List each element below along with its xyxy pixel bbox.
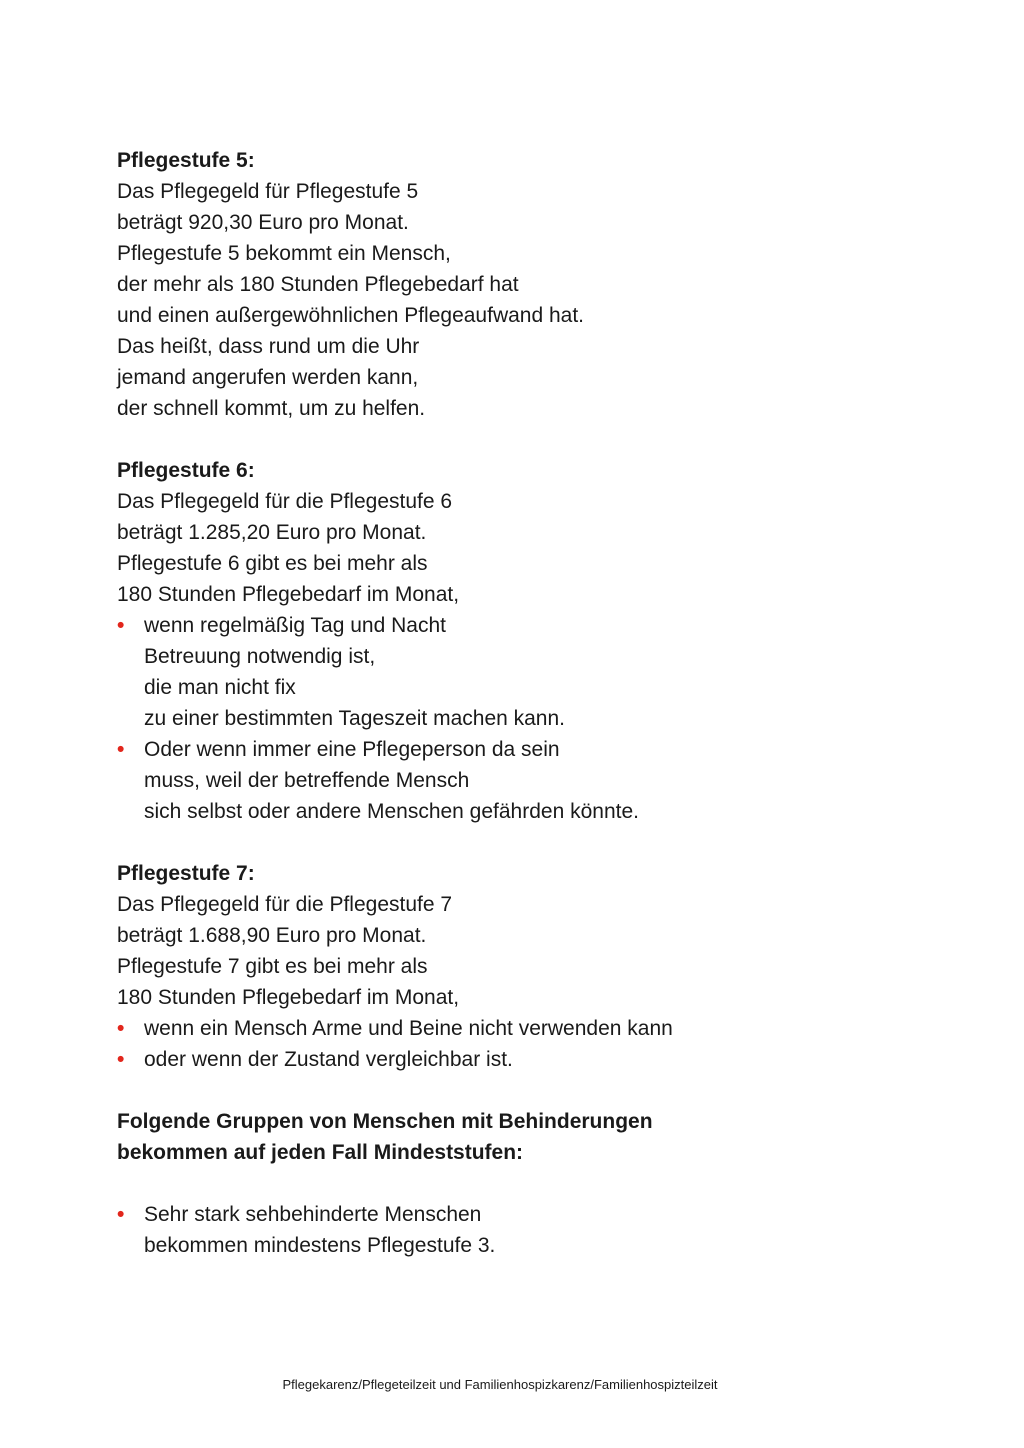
text-line: Betreuung notwendig ist, bbox=[144, 645, 376, 668]
text-line: beträgt 1.688,90 Euro pro Monat. bbox=[117, 924, 427, 947]
text-line: sich selbst oder andere Menschen gefährden könnte. bbox=[144, 800, 639, 823]
text-line: Das Pflegegeld für Pflegestufe 5 bbox=[117, 180, 419, 203]
bullet-item bbox=[117, 610, 917, 734]
text-line: und einen außergewöhnlichen Pflegeaufwand hat. bbox=[117, 304, 585, 327]
text-line: jemand angerufen werden kann, bbox=[117, 366, 419, 389]
text-line: Das Pflegegeld für die Pflegestufe 7 bbox=[117, 893, 453, 916]
text-line: zu einer bestimmten Tageszeit machen kann. bbox=[144, 707, 566, 730]
text-line: beträgt 920,30 Euro pro Monat. bbox=[117, 211, 409, 234]
section-heading: Pflegestufe 5: bbox=[117, 149, 255, 172]
bullet-item bbox=[117, 734, 917, 827]
text-line: beträgt 1.285,20 Euro pro Monat. bbox=[117, 521, 427, 544]
text-line: der schnell kommt, um zu helfen. bbox=[117, 397, 426, 420]
section-heading: Pflegestufe 6: bbox=[117, 459, 255, 482]
groups-heading bbox=[117, 1106, 917, 1168]
text-line: Das heißt, dass rund um die Uhr bbox=[117, 335, 420, 358]
text-line: oder wenn der Zustand vergleichbar ist. bbox=[144, 1048, 513, 1071]
section-pflegestufe-5 bbox=[117, 145, 917, 424]
text-line: der mehr als 180 Stunden Pflegebedarf hat bbox=[117, 273, 519, 296]
text-line: bekommen mindestens Pflegestufe 3. bbox=[144, 1234, 496, 1257]
section-heading: Folgende Gruppen von Menschen mit Behinderungen bbox=[117, 1110, 653, 1133]
text-line: muss, weil der betreffende Mensch bbox=[144, 769, 470, 792]
section-mindeststufen bbox=[117, 1106, 917, 1261]
bullet-icon: • bbox=[117, 614, 125, 637]
bullet-icon: • bbox=[117, 1048, 125, 1071]
text-line: Pflegestufe 5 bekommt ein Mensch, bbox=[117, 242, 451, 265]
text-line: Sehr stark sehbehinderte Menschen bbox=[144, 1203, 482, 1226]
bullet-list bbox=[117, 1013, 917, 1075]
text-line: 180 Stunden Pflegebedarf im Monat, bbox=[117, 986, 460, 1009]
text-line: 180 Stunden Pflegebedarf im Monat, bbox=[117, 583, 460, 606]
text-line: wenn regelmäßig Tag und Nacht bbox=[144, 614, 446, 637]
section-pflegestufe-6 bbox=[117, 455, 917, 827]
text-line: die man nicht fix bbox=[144, 676, 296, 699]
bullet-item bbox=[117, 1199, 917, 1261]
bullet-icon: • bbox=[117, 1203, 125, 1226]
section-pflegestufe-7 bbox=[117, 858, 917, 1075]
text-line: Pflegestufe 6 gibt es bei mehr als bbox=[117, 552, 428, 575]
section-heading: Pflegestufe 7: bbox=[117, 862, 255, 885]
text-line: Pflegestufe 7 gibt es bei mehr als bbox=[117, 955, 428, 978]
bullet-list bbox=[117, 1199, 917, 1261]
section-heading: bekommen auf jeden Fall Mindeststufen: bbox=[117, 1141, 524, 1164]
text-line: wenn ein Mensch Arme und Beine nicht verwenden kann bbox=[144, 1017, 673, 1040]
text-line: Das Pflegegeld für die Pflegestufe 6 bbox=[117, 490, 453, 513]
page-content bbox=[117, 145, 917, 1292]
bullet-icon: • bbox=[117, 1017, 125, 1040]
bullet-icon: • bbox=[117, 738, 125, 761]
text-line: Oder wenn immer eine Pflegeperson da sein bbox=[144, 738, 560, 761]
page-footer: Pflegekarenz/Pflegeteilzeit und Familienhospizkarenz/Familienhospizteilzeit bbox=[282, 1377, 718, 1392]
bullet-item bbox=[117, 1013, 917, 1044]
bullet-list bbox=[117, 610, 917, 827]
bullet-item bbox=[117, 1044, 917, 1075]
